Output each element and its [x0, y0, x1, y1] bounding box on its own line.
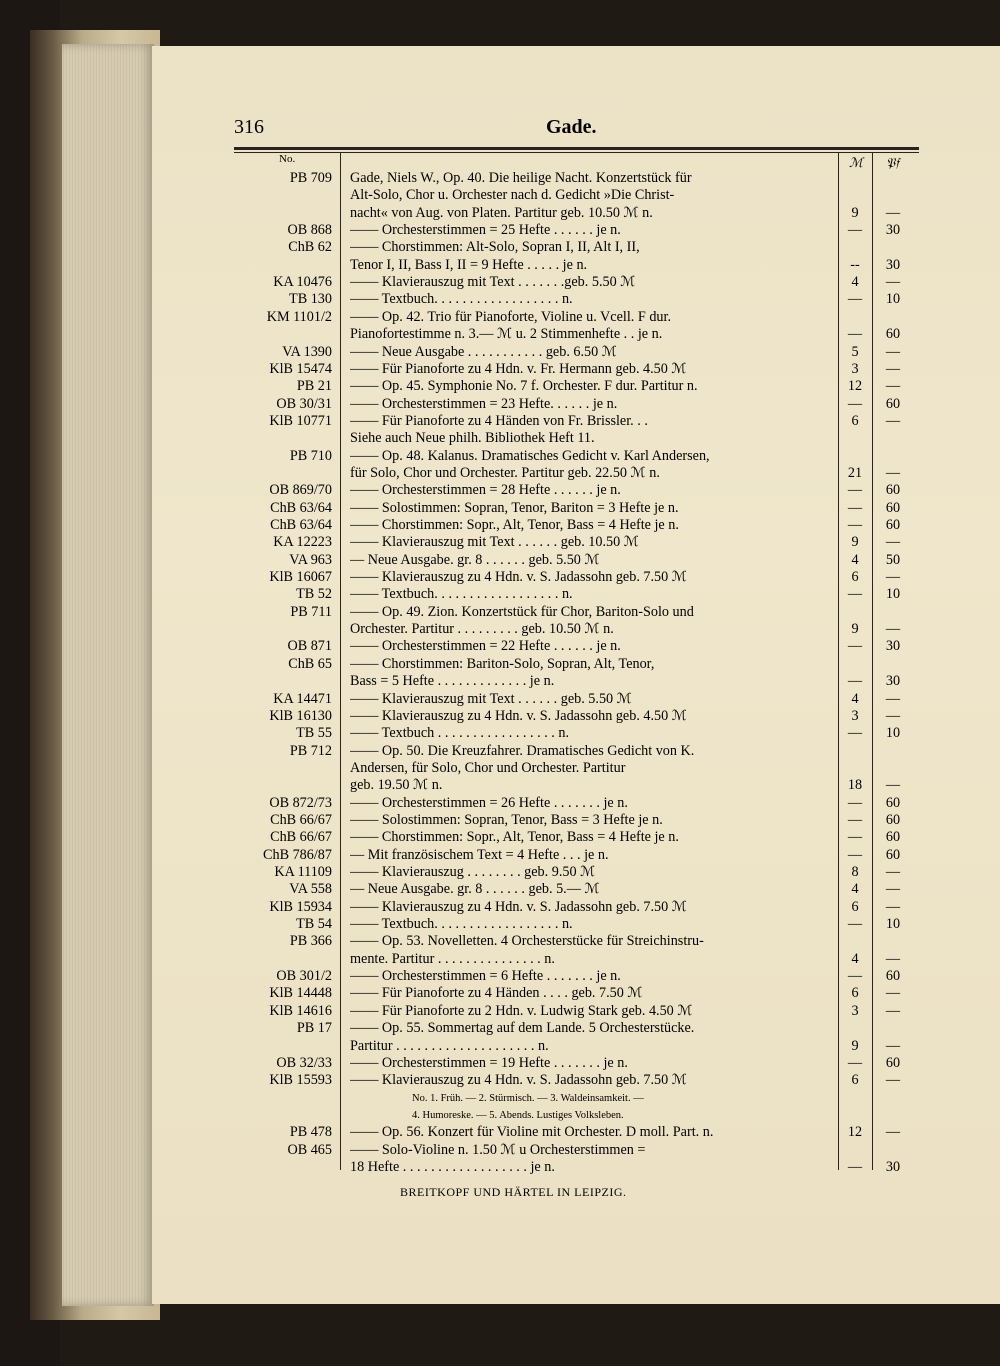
catalog-number: PB 17 — [296, 1020, 332, 1037]
entry-text: —— Klavierauszug zu 4 Hdn. v. S. Jadassohn geb. 4.50 ℳ — [350, 707, 687, 724]
catalog-row — [0, 621, 1000, 638]
price-mark: 6 — [851, 985, 859, 1002]
entry-text: — Mit französischem Text = 4 Hefte . . . je n. — [350, 846, 609, 863]
entry-text: —— Op. 53. Novelletten. 4 Orchesterstücke für Streichinstru- — [350, 933, 704, 950]
price-pf: 60 — [885, 829, 901, 846]
entry-text: —— Orchesterstimmen = 19 Hefte . . . . . . . je n. — [350, 1054, 628, 1071]
price-mark: 6 — [851, 898, 859, 915]
entry-text: —— Op. 50. Die Kreuzfahrer. Dramatisches Gedicht von K. — [350, 742, 695, 759]
catalog-row — [0, 1038, 1000, 1055]
catalog-number: OB 32/33 — [276, 1054, 332, 1071]
catalog-number: OB 872/73 — [269, 794, 332, 811]
catalog-row — [0, 604, 1000, 621]
catalog-row — [0, 1072, 1000, 1089]
entry-text: —— Textbuch. . . . . . . . . . . . . . . . . . n. — [350, 586, 573, 603]
catalog-row — [0, 274, 1000, 291]
entry-text: —— Klavierauszug . . . . . . . . geb. 9.50 ℳ — [350, 864, 596, 880]
catalog-row — [0, 777, 1000, 794]
price-pf: 60 — [885, 395, 901, 412]
price-pf: — — [885, 204, 901, 221]
catalog-number: KlB 14448 — [269, 985, 332, 1002]
price-pf: — — [885, 690, 901, 707]
entry-text: —— Orchesterstimmen = 26 Hefte . . . . . . . je n. — [350, 794, 628, 811]
entry-text: —— Klavierauszug zu 4 Hdn. v. S. Jadassohn geb. 7.50 ℳ — [350, 898, 687, 915]
entry-text: —— Orchesterstimmen = 25 Hefte . . . . . . je n. — [350, 222, 621, 239]
price-mark: — — [847, 482, 863, 499]
catalog-row — [0, 291, 1000, 308]
catalog-row — [0, 725, 1000, 742]
header-rule-thin — [234, 152, 919, 153]
catalog-row — [0, 881, 1000, 898]
entry-text: —— Op. 48. Kalanus. Dramatisches Gedicht v. Karl Andersen, — [350, 447, 710, 464]
entry-text: —— Für Pianoforte zu 2 Hdn. v. Ludwig Stark geb. 4.50 ℳ — [350, 1002, 693, 1019]
catalog-row — [0, 396, 1000, 413]
entry-text: —— Op. 45. Symphonie No. 7 f. Orchester. F dur. Partitur n. — [350, 378, 698, 395]
column-header-no: No. — [279, 153, 296, 165]
price-mark: 12 — [847, 378, 863, 395]
price-pf: — — [885, 1037, 901, 1054]
price-mark: — — [847, 326, 863, 343]
catalog-number: PB 712 — [289, 742, 332, 759]
price-pf: — — [885, 360, 901, 377]
catalog-row — [0, 1055, 1000, 1072]
catalog-row — [0, 517, 1000, 534]
price-mark: 4 — [851, 950, 859, 967]
catalog-number: PB 709 — [289, 170, 332, 186]
catalog-number: KM 1101/2 — [266, 308, 332, 325]
price-mark: — — [847, 673, 863, 690]
catalog-number: PB 710 — [289, 447, 332, 464]
catalog-row — [0, 413, 1000, 430]
catalog-number: KlB 15474 — [269, 360, 332, 377]
entry-text: —— Orchesterstimmen = 23 Hefte. . . . . . je n. — [350, 395, 618, 412]
price-mark: 3 — [851, 1002, 859, 1019]
entry-text: Orchester. Partitur . . . . . . . . . geb. 10.50 ℳ n. — [350, 621, 614, 638]
price-mark: — — [847, 499, 863, 516]
price-pf: 10 — [885, 291, 901, 308]
catalog-number: OB 30/31 — [276, 395, 332, 412]
catalog-row — [0, 1003, 1000, 1020]
price-pf: 60 — [885, 811, 901, 828]
catalog-number: ChB 786/87 — [263, 846, 332, 863]
entry-text: —— Klavierauszug zu 4 Hdn. v. S. Jadassohn geb. 7.50 ℳ — [350, 1072, 687, 1089]
price-mark: — — [847, 291, 863, 308]
catalog-number: VA 963 — [289, 551, 332, 568]
catalog-row — [0, 899, 1000, 916]
price-pf: 50 — [885, 551, 901, 568]
price-mark: 9 — [851, 534, 859, 551]
price-mark: — — [847, 846, 863, 863]
price-pf: 60 — [885, 794, 901, 811]
catalog-row — [0, 673, 1000, 690]
price-pf: 60 — [885, 482, 901, 499]
catalog-row — [0, 170, 1000, 187]
price-mark: — — [847, 395, 863, 412]
catalog-number: VA 558 — [289, 881, 332, 898]
price-mark: 4 — [851, 274, 859, 291]
price-mark: 4 — [851, 551, 859, 568]
entry-text: —— Textbuch . . . . . . . . . . . . . . . . . n. — [350, 725, 570, 742]
price-pf: — — [885, 378, 901, 395]
price-mark: — — [847, 968, 863, 985]
catalog-number: ChB 66/67 — [270, 829, 332, 846]
entry-text: 18 Hefte . . . . . . . . . . . . . . . . . . je n. — [350, 1158, 555, 1175]
price-mark: 9 — [851, 1037, 859, 1054]
catalog-number: ChB 65 — [288, 655, 332, 672]
price-mark: — — [847, 222, 863, 239]
price-pf: — — [885, 1002, 901, 1019]
catalog-row — [0, 257, 1000, 274]
price-pf: 30 — [885, 638, 901, 655]
entry-text: —— Textbuch. . . . . . . . . . . . . . . . . . n. — [350, 291, 573, 308]
catalog-row — [0, 760, 1000, 777]
catalog-row — [0, 795, 1000, 812]
catalog-row — [0, 344, 1000, 361]
catalog-number: KA 11109 — [274, 864, 332, 880]
entry-text: —— Klavierauszug mit Text . . . . . . geb. 5.50 ℳ — [350, 690, 632, 707]
price-mark: 4 — [851, 690, 859, 707]
catalog-row — [0, 985, 1000, 1002]
catalog-row — [0, 638, 1000, 655]
catalog-row — [0, 1107, 1000, 1124]
entry-text: —— Klavierauszug zu 4 Hdn. v. S. Jadassohn geb. 7.50 ℳ — [350, 569, 687, 586]
catalog-row — [0, 829, 1000, 846]
catalog-row — [0, 1090, 1000, 1107]
entry-text: — Neue Ausgabe. gr. 8 . . . . . . geb. 5.— ℳ — [350, 881, 600, 898]
price-pf: — — [885, 881, 901, 898]
price-pf: — — [885, 864, 901, 880]
price-pf: — — [885, 898, 901, 915]
catalog-row — [0, 239, 1000, 256]
catalog-number: KlB 16067 — [269, 569, 332, 586]
page-number: 316 — [234, 116, 264, 138]
catalog-row — [0, 1159, 1000, 1176]
price-pf: 30 — [885, 256, 901, 273]
entry-text: geb. 19.50 ℳ n. — [350, 777, 443, 794]
catalog-number: KA 14471 — [273, 690, 332, 707]
price-mark: 9 — [851, 621, 859, 638]
price-pf: 30 — [885, 1158, 901, 1175]
catalog-number: ChB 63/64 — [270, 499, 332, 516]
entry-text: für Solo, Chor und Orchester. Partitur geb. 22.50 ℳ n. — [350, 464, 660, 481]
publisher-footer: BREITKOPF UND HÄRTEL IN LEIPZIG. — [400, 1185, 627, 1199]
price-mark: — — [847, 638, 863, 655]
entry-text: No. 1. Früh. — 2. Stürmisch. — 3. Waldeinsamkeit. — — [412, 1092, 644, 1104]
price-mark: 8 — [851, 864, 859, 880]
catalog-row — [0, 361, 1000, 378]
catalog-number: OB 869/70 — [269, 482, 332, 499]
catalog-number: PB 478 — [289, 1124, 332, 1141]
entry-text: —— Für Pianoforte zu 4 Händen . . . . geb. 7.50 ℳ — [350, 985, 643, 1002]
entry-text: —— Klavierauszug mit Text . . . . . . .geb. 5.50 ℳ — [350, 274, 636, 291]
catalog-number: KlB 16130 — [269, 707, 332, 724]
price-mark: — — [847, 725, 863, 742]
catalog-number: OB 868 — [287, 222, 332, 239]
header-rule — [234, 147, 919, 150]
price-mark: — — [847, 916, 863, 933]
price-pf: 60 — [885, 326, 901, 343]
entry-text: —— Chorstimmen: Sopr., Alt, Tenor, Bass = 4 Hefte je n. — [350, 829, 679, 846]
price-mark: — — [847, 794, 863, 811]
price-pf: 60 — [885, 517, 901, 533]
catalog-number: OB 465 — [287, 1141, 332, 1158]
column-header-mark: ℳ — [849, 155, 863, 170]
catalog-row — [0, 743, 1000, 760]
catalog-row — [0, 968, 1000, 985]
price-mark: -- — [850, 256, 860, 273]
price-pf: — — [885, 412, 901, 429]
catalog-number: OB 301/2 — [276, 968, 332, 985]
catalog-row — [0, 1124, 1000, 1141]
catalog-number: OB 871 — [287, 638, 332, 655]
price-pf: — — [885, 1124, 901, 1141]
entry-text: —— Orchesterstimmen = 6 Hefte . . . . . . . je n. — [350, 968, 621, 985]
entry-text: —— Op. 55. Sommertag auf dem Lande. 5 Orchesterstücke. — [350, 1020, 695, 1037]
catalog-row — [0, 569, 1000, 586]
price-pf: — — [885, 777, 901, 794]
running-head: Gade. — [546, 116, 597, 138]
entry-text: —— Solostimmen: Sopran, Tenor, Bariton = 3 Hefte je n. — [350, 499, 679, 516]
price-mark: — — [847, 1158, 863, 1175]
catalog-row — [0, 552, 1000, 569]
catalog-number: KlB 14616 — [269, 1002, 332, 1019]
price-mark: 9 — [851, 204, 859, 221]
price-pf: 10 — [885, 725, 901, 742]
catalog-number: TB 130 — [289, 291, 332, 308]
entry-text: —— Für Pianoforte zu 4 Händen von Fr. Brissler. . . — [350, 412, 648, 429]
catalog-row — [0, 691, 1000, 708]
catalog-row — [0, 1020, 1000, 1037]
entry-text: —— Solostimmen: Sopran, Tenor, Bass = 3 Hefte je n. — [350, 811, 663, 828]
catalog-row — [0, 205, 1000, 222]
price-pf: — — [885, 274, 901, 291]
catalog-row — [0, 430, 1000, 447]
price-pf: 60 — [885, 968, 901, 985]
catalog-number: ChB 66/67 — [270, 811, 332, 828]
entry-text: —— Textbuch. . . . . . . . . . . . . . . . . . n. — [350, 916, 573, 933]
price-pf: 10 — [885, 916, 901, 933]
price-pf: — — [885, 464, 901, 481]
entry-text: Siehe auch Neue philh. Bibliothek Heft 11. — [350, 430, 595, 447]
entry-text: —— Klavierauszug mit Text . . . . . . geb. 10.50 ℳ — [350, 534, 639, 551]
catalog-number: TB 54 — [296, 916, 332, 933]
price-mark: 12 — [847, 1124, 863, 1141]
catalog-row — [0, 708, 1000, 725]
price-mark: — — [847, 811, 863, 828]
price-pf: 30 — [885, 673, 901, 690]
price-mark: 21 — [847, 464, 863, 481]
entry-text: Bass = 5 Hefte . . . . . . . . . . . . . je n. — [350, 673, 555, 690]
price-pf: — — [885, 707, 901, 724]
catalog-row — [0, 534, 1000, 551]
catalog-row — [0, 465, 1000, 482]
catalog-row — [0, 378, 1000, 395]
entry-text: mente. Partitur . . . . . . . . . . . . . . . n. — [350, 950, 555, 967]
price-pf: 60 — [885, 846, 901, 863]
price-pf: — — [885, 569, 901, 586]
catalog-row — [0, 916, 1000, 933]
entry-text: —— Chorstimmen: Alt-Solo, Sopran I, II, Alt I, II, — [350, 239, 640, 256]
entry-text: —— Solo-Violine n. 1.50 ℳ u Orchesterstimmen = — [350, 1141, 646, 1158]
price-pf: 60 — [885, 499, 901, 516]
price-mark: 4 — [851, 881, 859, 898]
catalog-row — [0, 326, 1000, 343]
catalog-number: TB 55 — [296, 725, 332, 742]
price-pf: 30 — [885, 222, 901, 239]
catalog-row — [0, 656, 1000, 673]
catalog-number: PB 21 — [296, 378, 332, 395]
price-mark: 5 — [851, 343, 859, 360]
price-mark: 6 — [851, 1072, 859, 1089]
catalog-number: VA 1390 — [282, 343, 332, 360]
entry-text: —— Op. 49. Zion. Konzertstück für Chor, Bariton-Solo und — [350, 603, 694, 620]
price-pf: — — [885, 621, 901, 638]
entry-text: 4. Humoreske. — 5. Abends. Lustiges Volksleben. — [412, 1109, 624, 1121]
catalog-row — [0, 1142, 1000, 1159]
entry-text: —— Op. 56. Konzert für Violine mit Orchester. D moll. Part. n. — [350, 1124, 714, 1141]
price-mark: 3 — [851, 360, 859, 377]
catalog-number: KA 12223 — [273, 534, 332, 551]
catalog-row — [0, 500, 1000, 517]
catalog-number: KlB 10771 — [269, 412, 332, 429]
catalog-row — [0, 309, 1000, 326]
price-mark: — — [847, 829, 863, 846]
catalog-number: ChB 62 — [288, 239, 332, 256]
price-mark: 3 — [851, 707, 859, 724]
entry-text: —— Orchesterstimmen = 22 Hefte . . . . . . je n. — [350, 638, 621, 655]
entry-text: —— Chorstimmen: Bariton-Solo, Sopran, Alt, Tenor, — [350, 655, 655, 672]
catalog-number: KA 10476 — [273, 274, 332, 291]
price-pf: — — [885, 1072, 901, 1089]
catalog-number: PB 711 — [290, 603, 332, 620]
price-pf: — — [885, 950, 901, 967]
entry-text: Gade, Niels W., Op. 40. Die heilige Nacht. Konzertstück für — [350, 170, 692, 186]
price-mark: 18 — [847, 777, 863, 794]
entry-text: —— Für Pianoforte zu 4 Hdn. v. Fr. Hermann geb. 4.50 ℳ — [350, 360, 687, 377]
price-mark: 6 — [851, 569, 859, 586]
entry-text: — Neue Ausgabe. gr. 8 . . . . . . geb. 5.50 ℳ — [350, 551, 600, 568]
catalog-number: KlB 15593 — [269, 1072, 332, 1089]
catalog-row — [0, 933, 1000, 950]
column-header-pf: 𝔓𝔣 — [886, 155, 900, 170]
entry-text: Pianofortestimme n. 3.— ℳ u. 2 Stimmenhefte . . je n. — [350, 326, 663, 343]
price-pf: — — [885, 343, 901, 360]
entry-text: —— Chorstimmen: Sopr., Alt, Tenor, Bass = 4 Hefte je n. — [350, 517, 679, 533]
catalog-row — [0, 864, 1000, 881]
catalog-row — [0, 586, 1000, 603]
catalog-row — [0, 482, 1000, 499]
entry-text: —— Op. 42. Trio für Pianoforte, Violine u. Vcell. F dur. — [350, 308, 671, 325]
catalog-row — [0, 222, 1000, 239]
catalog-row — [0, 951, 1000, 968]
price-mark: 6 — [851, 412, 859, 429]
entry-text: —— Orchesterstimmen = 28 Hefte . . . . . . je n. — [350, 482, 621, 499]
entry-text: nacht« von Aug. von Platen. Partitur geb. 10.50 ℳ n. — [350, 204, 653, 221]
entry-text: Tenor I, II, Bass I, II = 9 Hefte . . . . . je n. — [350, 256, 588, 273]
catalog-row — [0, 847, 1000, 864]
entry-text: Alt-Solo, Chor u. Orchester nach d. Gedicht »Die Christ- — [350, 187, 675, 204]
catalog-row — [0, 812, 1000, 829]
catalog-number: PB 366 — [289, 933, 332, 950]
price-mark: — — [847, 1054, 863, 1071]
price-pf: — — [885, 985, 901, 1002]
price-pf: 10 — [885, 586, 901, 603]
entry-text: Andersen, für Solo, Chor und Orchester. Partitur — [350, 759, 626, 776]
catalog-row — [0, 187, 1000, 204]
catalog-number: ChB 63/64 — [270, 517, 332, 533]
catalog-number: TB 52 — [296, 586, 332, 603]
price-mark: — — [847, 517, 863, 533]
entry-text: Partitur . . . . . . . . . . . . . . . . . . . . n. — [350, 1037, 549, 1054]
price-mark: — — [847, 586, 863, 603]
price-pf: 60 — [885, 1054, 901, 1071]
entry-text: —— Neue Ausgabe . . . . . . . . . . . geb. 6.50 ℳ — [350, 343, 617, 360]
price-pf: — — [885, 534, 901, 551]
catalog-row — [0, 448, 1000, 465]
catalog-number: KlB 15934 — [269, 898, 332, 915]
